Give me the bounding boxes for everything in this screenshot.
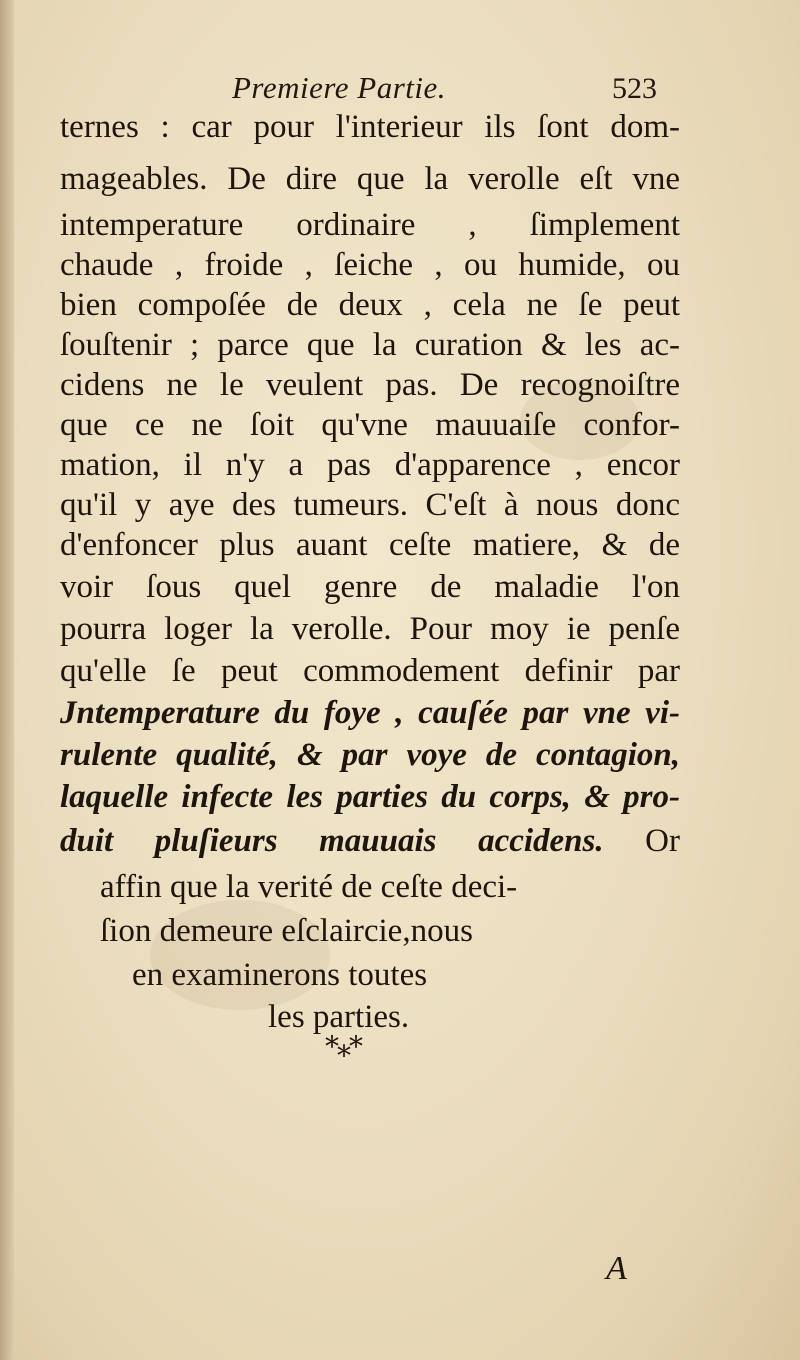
- italic-phrase: duit pluſieurs mauuais accidens.: [60, 823, 604, 859]
- italic-line: rulente qualité, & par voye de contagion,: [60, 737, 680, 773]
- text-line: mageables. De dire que la verolle eſt vne: [60, 161, 680, 197]
- running-title: Premiere Partie.: [232, 70, 447, 105]
- text-line: que ce ne ſoit qu'vne mauuaiſe confor-: [60, 407, 680, 443]
- tail-line: les parties.: [268, 999, 410, 1035]
- text-line: cidens ne le veulent pas. De recognoiſtre: [60, 367, 680, 403]
- text-line: mation, il n'y a pas d'apparence , encor: [60, 447, 680, 483]
- tail-line: en examinerons toutes: [132, 957, 428, 993]
- text-line: ſouſtenir ; parce que la curation & les ac-: [60, 327, 680, 363]
- signature-mark: A: [606, 1250, 627, 1287]
- italic-line: laquelle infecte les parties du corps, & pro-: [60, 779, 680, 815]
- text-line: bien compoſée de deux , cela ne ſe peut: [60, 287, 680, 323]
- text-line: d'enfoncer plus auant ceſte matiere, & de: [60, 527, 680, 563]
- tail-line: ſion demeure eſclaircie,nous: [100, 913, 473, 949]
- text-line: qu'il y aye des tumeurs. C'eſt à nous donc: [60, 487, 680, 523]
- fleuron-ornament: *⁎*: [325, 1030, 361, 1063]
- page-number: 523: [612, 72, 657, 105]
- mixed-line: [60, 822, 680, 860]
- roman-phrase: Or: [603, 823, 680, 859]
- text-line: pourra loger la verolle. Pour moy ie penſe: [60, 611, 680, 647]
- text-line: ternes : car pour l'interieur ils ſont dom-: [60, 109, 680, 145]
- text-line: chaude , froide , ſeiche , ou humide, ou: [60, 247, 680, 283]
- text-line: voir ſous quel genre de maladie l'on: [60, 569, 680, 605]
- page-gutter-edge: [0, 0, 14, 1360]
- text-line: intemperature ordinaire , ſimplement: [60, 207, 680, 243]
- italic-line: Jntemperature du foye , cauſée par vne vi-: [60, 695, 680, 731]
- tail-line: affin que la verité de ceſte deci-: [100, 869, 518, 905]
- text-line: qu'elle ſe peut commodement definir par: [60, 653, 680, 689]
